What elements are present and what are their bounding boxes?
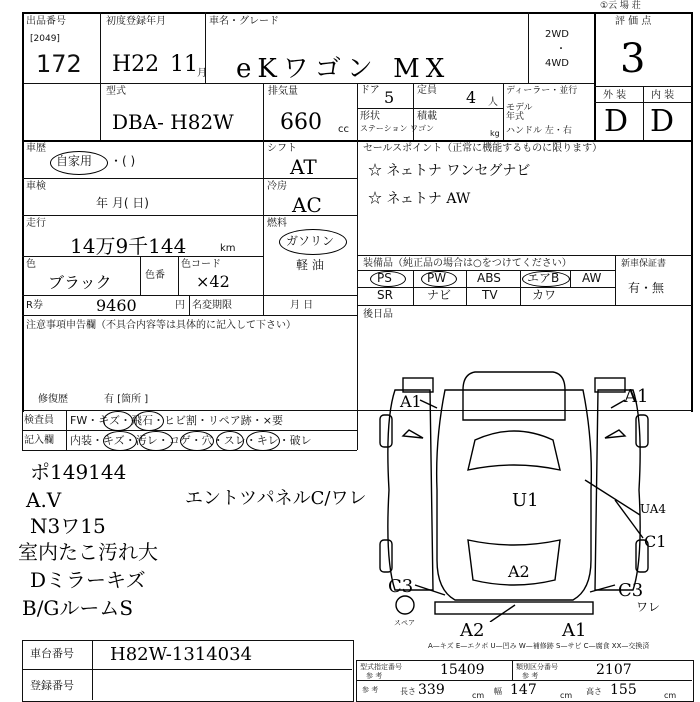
int-label: 内 装 xyxy=(651,90,675,101)
len-value: 339 xyxy=(418,682,445,698)
h-l2 xyxy=(22,215,263,216)
v-eq4 xyxy=(570,270,571,287)
v-ins0 xyxy=(22,410,23,450)
seats-label: 定員 xyxy=(417,85,437,96)
color-no-label: 色番 xyxy=(145,270,165,281)
cc-label: 排気量 xyxy=(268,86,298,97)
shift-value: AT xyxy=(290,155,317,179)
v-spec xyxy=(512,660,513,680)
frame-top xyxy=(22,12,692,14)
color-value: ブラック xyxy=(48,273,112,292)
seats-unit: 人 xyxy=(488,97,498,108)
fuel-circle xyxy=(279,229,347,255)
writer-label: 記入欄 xyxy=(24,435,54,446)
checker-label: 検査員 xyxy=(24,415,54,426)
h-l1 xyxy=(22,178,263,179)
equip-ps: PS xyxy=(377,271,392,285)
price-value-2: 2107 xyxy=(596,662,632,678)
repair-value: 有 [箇所 ] xyxy=(104,394,149,405)
color-code: ×42 xyxy=(196,272,230,291)
hei-unit: cm xyxy=(664,691,677,700)
notes-label: 注意事項申告欄（不具合内容等は具体的に記入して下さい） xyxy=(26,320,296,331)
equip-ps-circle xyxy=(370,271,406,287)
note-4: 室内たこ汚れ大 xyxy=(18,540,158,564)
mark-yogore xyxy=(139,431,173,451)
frame-value: H82W-1314034 xyxy=(110,644,253,665)
frame-left xyxy=(22,12,24,412)
equip-leather: カワ xyxy=(532,288,557,302)
h-equip xyxy=(357,255,692,256)
drive-dot: ・ xyxy=(556,44,566,55)
mark-kizu2 xyxy=(103,431,137,451)
legend: A—キズ E—エクボ U—凹み W—補修跡 S—サビ C—腐食 XX—交換済 xyxy=(428,642,650,650)
v-newcar xyxy=(615,255,616,305)
model-year-label: モデル 年式 xyxy=(506,103,533,122)
meigi-label: 名変期限 xyxy=(192,300,232,311)
mark-a1-right: A1 xyxy=(624,386,649,407)
equip-pw: PW xyxy=(427,271,447,285)
equip-aw: AW xyxy=(582,271,602,285)
door-label: ドア xyxy=(360,85,380,96)
lot-number: 172 xyxy=(36,50,82,78)
mileage-label: 走行 xyxy=(26,218,46,229)
v-door xyxy=(357,83,358,140)
frame-label: 車台番号 xyxy=(30,647,74,660)
v-ins2 xyxy=(357,410,358,450)
mark-koge xyxy=(180,431,214,451)
load-unit: kg xyxy=(490,129,500,138)
fuel-value: ガソリン xyxy=(286,234,335,248)
sales-point-1: ☆ ネェトナ ワンセグナビ xyxy=(368,163,531,179)
new-car-value: 有・無 xyxy=(628,281,665,295)
ac-label: 冷房 xyxy=(267,181,287,192)
note-6: B/GルームS xyxy=(22,596,134,620)
v-dealer xyxy=(503,83,504,140)
score-label: 評 価 点 xyxy=(615,16,652,27)
lot-sub: [2049] xyxy=(30,34,60,44)
reg-label: 初度登録年月 xyxy=(106,16,166,27)
shape-label: 形状 xyxy=(360,111,380,122)
sales-label: セールスポイント（正常に機能するものに限ります） xyxy=(363,143,603,154)
v-name xyxy=(528,12,529,83)
color-label: 色 xyxy=(26,259,36,270)
mark-tobiishi xyxy=(134,411,164,431)
mark-kizu xyxy=(103,411,133,431)
drive-2wd: 2WD xyxy=(545,29,569,40)
reg-month-unit: 月 xyxy=(197,68,207,79)
mark-sure xyxy=(246,431,280,451)
v-eq3 xyxy=(520,270,521,305)
hei-label: 高さ xyxy=(586,687,602,696)
ext-value: D xyxy=(604,104,629,139)
equip-pw-circle xyxy=(421,271,457,287)
mark-a2-bottom: A2 xyxy=(460,620,485,641)
mark-ana xyxy=(216,431,244,451)
model-label: 型式 xyxy=(106,86,126,97)
v-cc xyxy=(263,83,264,140)
v-mid xyxy=(263,140,264,315)
repair-label: 修復歴 xyxy=(38,394,68,405)
mileage-value: 14万9千144 xyxy=(70,234,187,258)
mark-c3-right: C3 xyxy=(618,580,644,601)
mark-c1: C1 xyxy=(644,532,667,551)
mark-c3-left: C3 xyxy=(388,576,414,597)
name-label: 車名・グレード xyxy=(209,16,279,27)
equip-airbag-circle xyxy=(522,271,570,287)
len-label: 長さ xyxy=(400,687,416,696)
price-label-1: 型式指定番号 xyxy=(360,663,402,671)
note-5: Dミラーキズ xyxy=(30,568,146,592)
note-3: N3ワ15 xyxy=(30,514,106,538)
after-label: 後日品 xyxy=(363,309,393,320)
ref-label-2: 参 考 xyxy=(522,672,539,680)
shaken-label: 車検 xyxy=(26,181,46,192)
cc-unit: cc xyxy=(338,124,349,135)
drive-4wd: 4WD xyxy=(545,58,569,69)
plate-label: 登録番号 xyxy=(30,679,74,692)
frame-right xyxy=(691,12,693,412)
h-after xyxy=(357,305,692,306)
sales-point-2: ☆ ネェトナ AW xyxy=(368,191,471,207)
v-color xyxy=(140,256,141,295)
history-circle xyxy=(50,151,108,175)
recycle-label: R券 xyxy=(26,300,43,311)
equip-sr: SR xyxy=(377,288,393,302)
equip-airbag: エアB xyxy=(527,271,560,285)
v-ins1 xyxy=(66,410,67,450)
score-value: 3 xyxy=(620,36,646,82)
history-value: 自家用 xyxy=(56,154,93,168)
reg-era: H22 xyxy=(112,52,160,77)
car-name: eKワゴン MX xyxy=(236,54,451,84)
equip-label: 装備品（純正品の場合は○をつけてください） xyxy=(363,258,572,269)
hei-value: 155 xyxy=(610,682,637,698)
wid-unit: cm xyxy=(560,691,573,700)
mark-a2-center: A2 xyxy=(508,562,530,581)
load-label: 積載 xyxy=(417,111,437,122)
history-paren: ・( ) xyxy=(110,154,136,168)
mark-ware: ワレ xyxy=(636,600,661,614)
mileage-unit: km xyxy=(220,243,236,254)
price-value-1: 15409 xyxy=(440,662,485,678)
v-eq2 xyxy=(466,270,467,305)
v-eq1 xyxy=(413,270,414,305)
v-right xyxy=(357,140,358,410)
fuel-value-2: 軽 油 xyxy=(296,258,324,272)
equip-navi: ナビ xyxy=(427,288,452,302)
seats-value: 4 xyxy=(466,88,477,107)
note-1: ポ149144 xyxy=(30,460,127,484)
ref-label-1: 参 考 xyxy=(366,672,383,680)
len-unit: cm xyxy=(472,691,485,700)
top-right-note: ①云 場 荘 xyxy=(600,1,641,11)
ext-label: 外 装 xyxy=(603,90,627,101)
cc-value: 660 xyxy=(280,110,322,135)
price-label-2: 類別区分番号 xyxy=(516,663,558,671)
wid-label: 幅 xyxy=(494,687,502,696)
wid-value: 147 xyxy=(510,682,537,698)
lot-label: 出品番号 xyxy=(26,16,66,27)
model-value: DBA- H82W xyxy=(112,110,234,134)
new-car-label: 新車保証書 xyxy=(621,259,667,269)
v-colorcode xyxy=(178,256,179,295)
dealer-label: ディーラー・並行 xyxy=(506,86,578,96)
v-score xyxy=(594,12,596,140)
writer-items: 内装・キズ・汚レ・コゲ・穴・スレ・キレ・破レ xyxy=(70,434,312,447)
handle-label: ハンドル 左・右 xyxy=(506,126,572,136)
mark-u1: U1 xyxy=(512,490,539,511)
mark-spare: スペア xyxy=(394,619,415,627)
meigi-value: 月 日 xyxy=(290,300,314,311)
int-value: D xyxy=(650,104,675,139)
h-l5 xyxy=(22,315,357,316)
mark-a1-bottom: A1 xyxy=(562,620,587,641)
recycle-value: 9460 xyxy=(96,296,137,315)
color-code-label: 色コード xyxy=(181,259,221,270)
center-note: エントツパネルC/ワレ xyxy=(185,488,367,509)
mark-ua4: UA4 xyxy=(640,502,667,516)
door-value: 5 xyxy=(384,88,395,107)
fuel-label: 燃料 xyxy=(267,218,287,229)
mark-a1-left: A1 xyxy=(400,392,422,411)
h-frame xyxy=(22,669,352,670)
history-label: 車歴 xyxy=(26,143,46,154)
v-lot xyxy=(100,12,101,140)
shift-label: シフト xyxy=(267,143,297,154)
v-frame xyxy=(92,640,93,700)
recycle-unit: 円 xyxy=(175,300,185,311)
checker-items: FW・キズ・飛石・ヒビ割・リペア跡・×要 xyxy=(70,414,283,427)
equip-tv: TV xyxy=(482,288,498,302)
note-2: A.V xyxy=(26,488,62,512)
equip-abs: ABS xyxy=(477,271,501,285)
shaken-value: 年 月( 日) xyxy=(96,196,149,210)
shape-value: ステーション ワゴン xyxy=(360,124,435,133)
ref-label-3: 参 考 xyxy=(362,686,379,694)
v-recycle xyxy=(189,295,190,315)
v-extint xyxy=(643,86,644,140)
reg-month: 11 xyxy=(170,52,198,77)
h-door xyxy=(357,108,503,109)
ac-value: AC xyxy=(292,193,322,217)
